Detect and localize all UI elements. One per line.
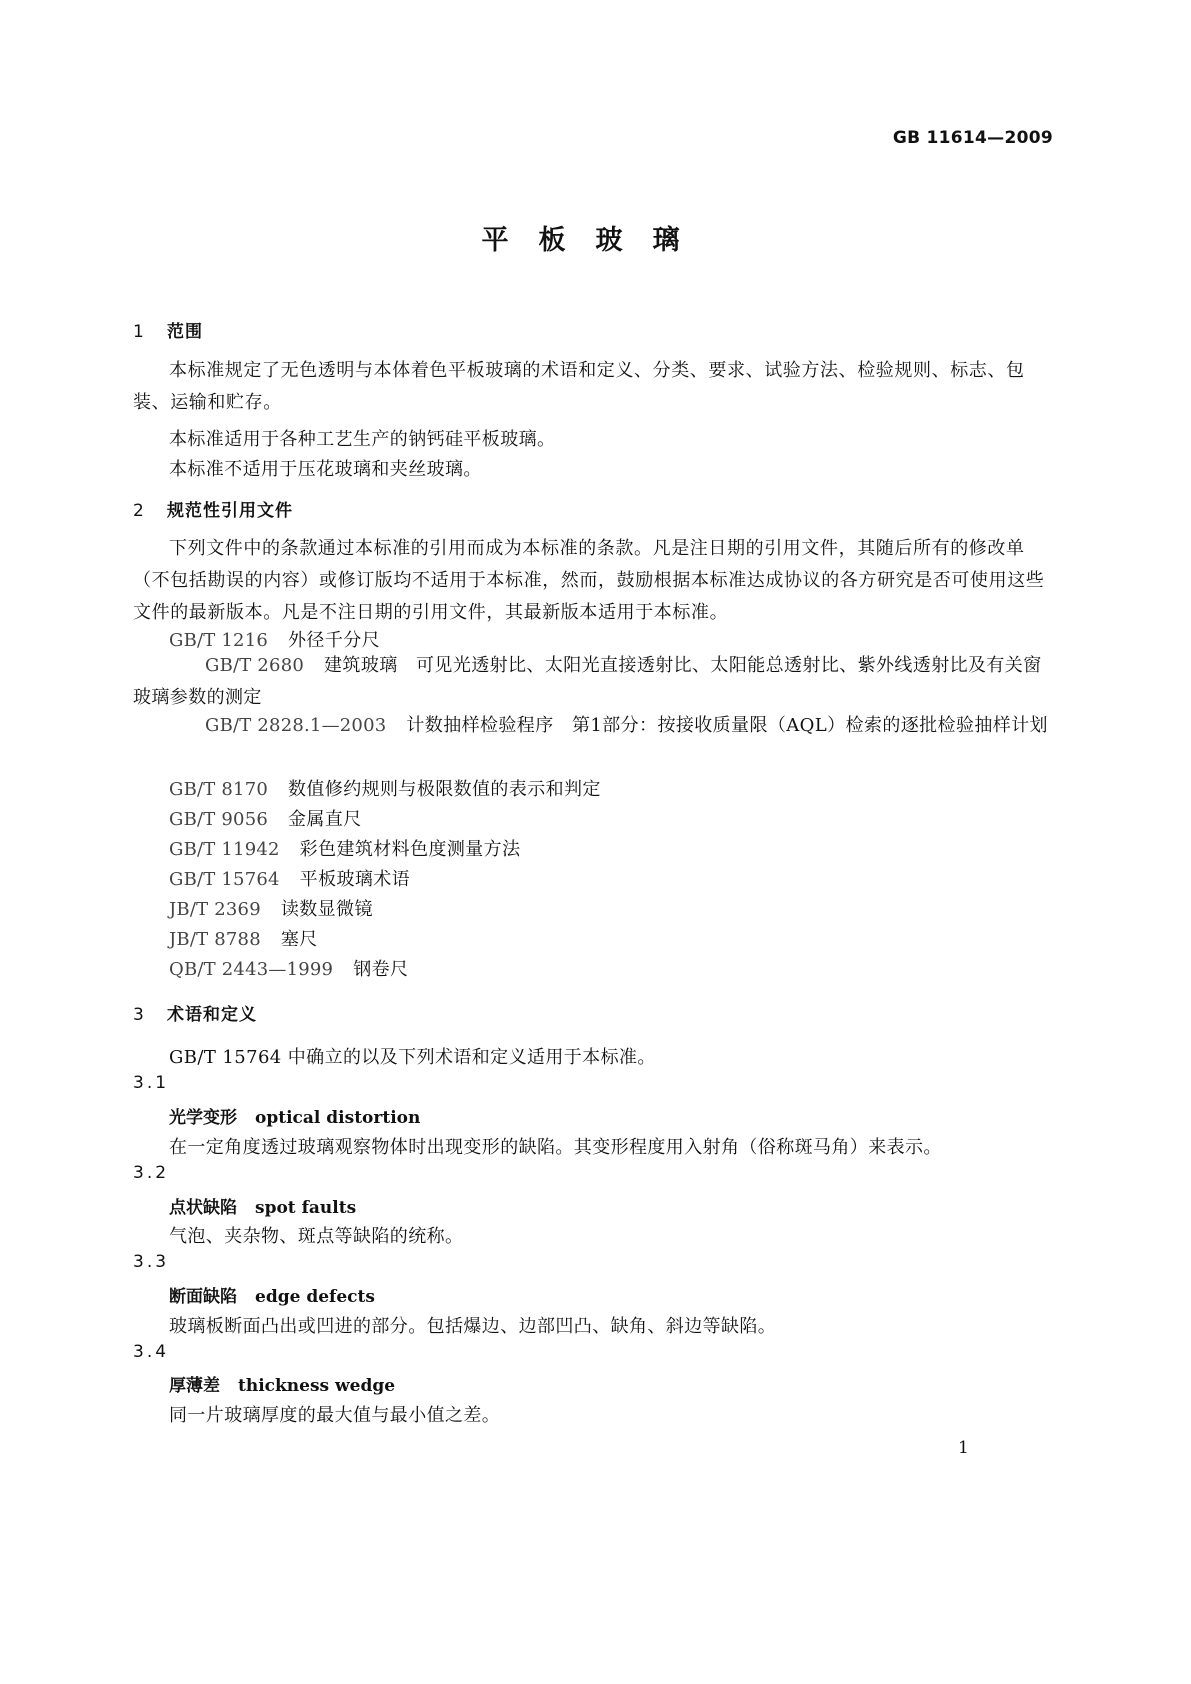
terms-intro: GB/T 15764 中确立的以及下列术语和定义适用于本标准。 (169, 1047, 656, 1068)
clause-number: 3.1 (133, 1073, 170, 1093)
reference-code: GB/T 2680 (205, 655, 305, 676)
page-number: 1 (958, 1438, 969, 1458)
document-title: 平板玻璃 (481, 225, 710, 256)
reference-item (169, 925, 318, 951)
section-title: 规范性引用文件 (167, 501, 293, 521)
section-title: 术语和定义 (167, 1005, 257, 1025)
reference-title: 建筑玻璃 可见光透射比、太阳光直接透射比、太阳能总透射比、紫外线透射比及有关窗玻璃参数的测定 (133, 655, 1042, 708)
term-heading (169, 1371, 395, 1396)
term-chinese: 光学变形 (169, 1108, 237, 1128)
reference-title: 钢卷尺 (353, 959, 409, 980)
term-english: optical distortion (255, 1108, 421, 1128)
term-english: edge defects (255, 1287, 375, 1307)
term-definition: 在一定角度透过玻璃观察物体时出现变形的缺陷。其变形程度用入射角（俗称斑马角）来表示。 (169, 1137, 942, 1158)
reference-title: 外径千分尺 (288, 630, 381, 651)
reference-item (169, 835, 520, 861)
reference-code: GB/T 9056 (169, 809, 269, 830)
reference-code: GB/T 8170 (169, 779, 269, 800)
reference-code: GB/T 1216 (169, 630, 269, 651)
term-english: thickness wedge (238, 1376, 396, 1396)
reference-title: 彩色建筑材料色度测量方法 (299, 839, 521, 860)
clause-number: 3.4 (133, 1342, 170, 1362)
scope-paragraph-2: 本标准适用于各种工艺生产的钠钙硅平板玻璃。 (169, 429, 556, 450)
reference-code: GB/T 2828.1—2003 (205, 715, 387, 736)
clause-number: 3.3 (133, 1252, 170, 1272)
section-number: 1 (133, 322, 144, 342)
term-heading (169, 1193, 356, 1218)
reference-item (133, 710, 1058, 742)
term-chinese: 断面缺陷 (169, 1287, 237, 1307)
term-definition: 气泡、夹杂物、斑点等缺陷的统称。 (169, 1226, 464, 1247)
reference-title: 金属直尺 (288, 809, 362, 830)
reference-code: GB/T 11942 (169, 839, 280, 860)
section-heading-terms-and-definitions (133, 1000, 257, 1025)
term-heading (169, 1282, 375, 1307)
reference-item (169, 955, 408, 981)
reference-code: JB/T 2369 (169, 899, 261, 920)
clause-number: 3.2 (133, 1163, 170, 1183)
reference-code: JB/T 8788 (169, 929, 261, 950)
reference-title: 平板玻璃术语 (299, 869, 411, 890)
reference-item (133, 650, 1058, 714)
term-definition: 玻璃板断面凸出或凹进的部分。包括爆边、边部凹凸、缺角、斜边等缺陷。 (169, 1316, 777, 1337)
section-title: 范围 (167, 322, 203, 342)
reference-title: 计数抽样检验程序 第1部分：按接收质量限（AQL）检索的逐批检验抽样计划 (406, 715, 1048, 736)
reference-item (169, 865, 410, 891)
reference-title: 读数显微镜 (280, 899, 373, 920)
reference-title: 数值修约规则与极限数值的表示和判定 (288, 779, 601, 800)
reference-code: GB/T 15764 (169, 869, 280, 890)
reference-item (169, 775, 601, 801)
term-english: spot faults (255, 1198, 357, 1218)
term-chinese: 点状缺陷 (169, 1198, 237, 1218)
reference-item (169, 805, 362, 831)
reference-title: 塞尺 (280, 929, 318, 950)
scope-paragraph-1: 本标准规定了无色透明与本体着色平板玻璃的术语和定义、分类、要求、试验方法、检验规则、标志、包装、运输和贮存。 (133, 360, 1025, 413)
references-intro: 下列文件中的条款通过本标准的引用而成为本标准的条款。凡是注日期的引用文件，其随后所有的修改单（不包括勘误的内容）或修订版均不适用于本标准，然而，鼓励根据本标准达成协议的各方研究是否可使用这些文件的最新版本。凡是不注日期的引用文件，其最新版本适用于本标准。 (133, 538, 1045, 623)
term-chinese: 厚薄差 (169, 1376, 220, 1396)
term-heading (169, 1103, 420, 1128)
reference-item (169, 626, 380, 652)
scope-paragraph-3: 本标准不适用于压花玻璃和夹丝玻璃。 (169, 459, 482, 480)
section-heading-normative-references (133, 496, 293, 521)
section-number: 3 (133, 1005, 144, 1025)
section-number: 2 (133, 501, 144, 521)
term-definition: 同一片玻璃厚度的最大值与最小值之差。 (169, 1405, 501, 1426)
reference-item (169, 895, 373, 921)
standard-number: GB 11614—2009 (892, 128, 1053, 148)
section-heading-scope (133, 317, 203, 342)
reference-code: QB/T 2443—1999 (169, 959, 334, 980)
